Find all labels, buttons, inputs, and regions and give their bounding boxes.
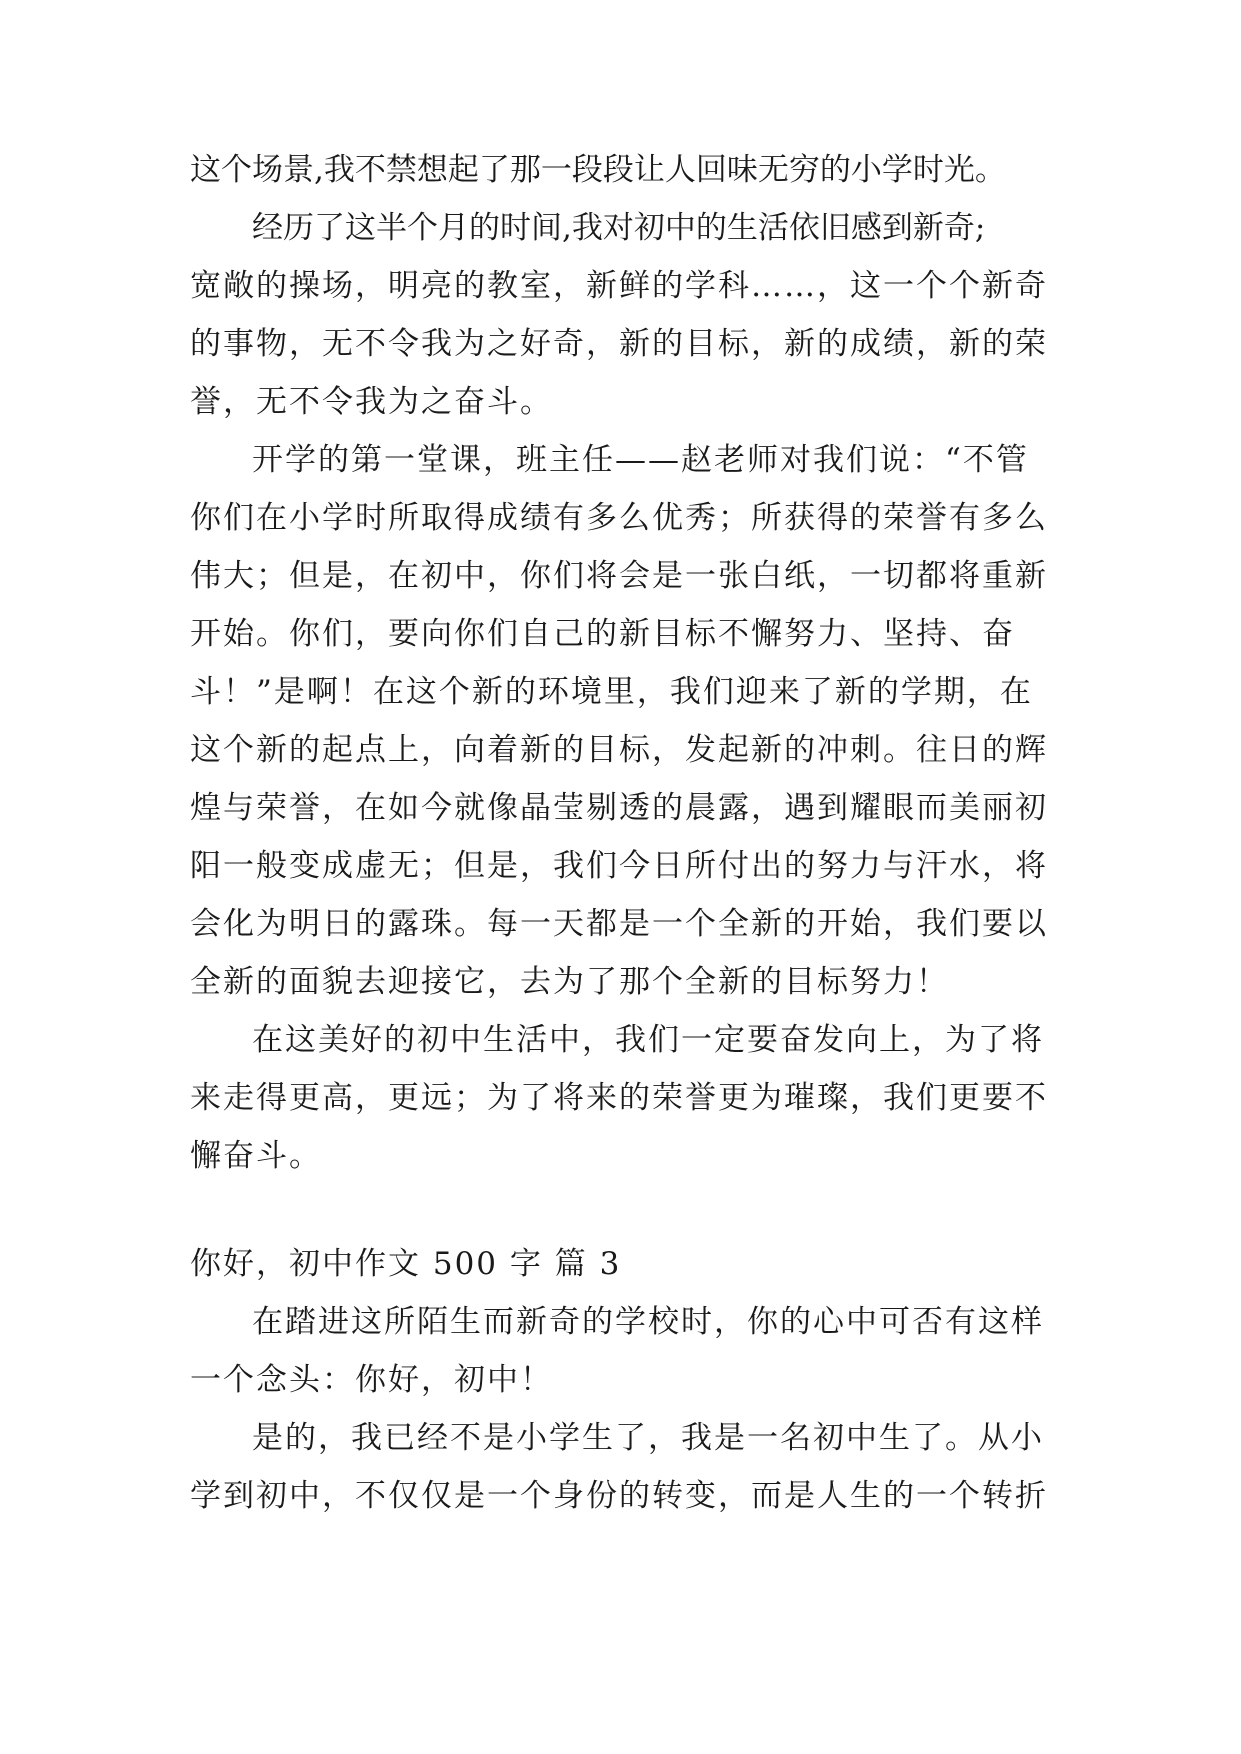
text-line: 誉，无不令我为之奋斗。: [190, 384, 553, 420]
paragraph-start-line: 在踏进这所陌生而新奇的学校时，你的心中可否有这样: [252, 1304, 1044, 1340]
text-line: 阳一般变成虚无；但是，我们今日所付出的努力与汗水，将: [190, 848, 1048, 884]
text-line: 这个新的起点上，向着新的目标，发起新的冲刺。往日的辉: [190, 732, 1048, 768]
paragraph-start-line: 开学的第一堂课，班主任——赵老师对我们说：“不管: [252, 442, 1029, 478]
text-line: 你们在小学时所取得成绩有多么优秀；所获得的荣誉有多么: [190, 500, 1048, 536]
paragraph-start-line: 经历了这半个月的时间,我对初中的生活依旧感到新奇;: [252, 210, 986, 246]
text-line: 学到初中，不仅仅是一个身份的转变，而是人生的一个转折: [190, 1478, 1048, 1514]
section-heading: 你好，初中作文 500 字 篇 3: [190, 1246, 622, 1282]
text-line: 开始。你们，要向你们自己的新目标不懈努力、坚持、奋: [190, 616, 1015, 652]
text-line: 会化为明日的露珠。每一天都是一个全新的开始，我们要以: [190, 906, 1048, 942]
paragraph-start-line: 是的，我已经不是小学生了，我是一名初中生了。从小: [252, 1420, 1044, 1456]
text-line: 宽敞的操场，明亮的教室，新鲜的学科……，这一个个新奇: [190, 268, 1048, 304]
text-line: 全新的面貌去迎接它，去为了那个全新的目标努力！: [190, 964, 949, 1000]
text-line: 斗！”是啊！在这个新的环境里，我们迎来了新的学期，在: [190, 674, 1033, 710]
paragraph-start-line: 在这美好的初中生活中，我们一定要奋发向上，为了将: [252, 1022, 1044, 1058]
text-line: 的事物，无不令我为之好奇，新的目标，新的成绩，新的荣: [190, 326, 1048, 362]
text-line: 煌与荣誉，在如今就像晶莹剔透的晨露，遇到耀眼而美丽初: [190, 790, 1048, 826]
text-line: 伟大；但是，在初中，你们将会是一张白纸，一切都将重新: [190, 558, 1048, 594]
text-line: 来走得更高，更远；为了将来的荣誉更为璀璨，我们更要不: [190, 1080, 1048, 1116]
text-line: 一个念头：你好，初中！: [190, 1362, 553, 1398]
text-line: 懈奋斗。: [190, 1138, 322, 1174]
text-line: 这个场景,我不禁想起了那一段段让人回味无穷的小学时光。: [190, 152, 1006, 188]
